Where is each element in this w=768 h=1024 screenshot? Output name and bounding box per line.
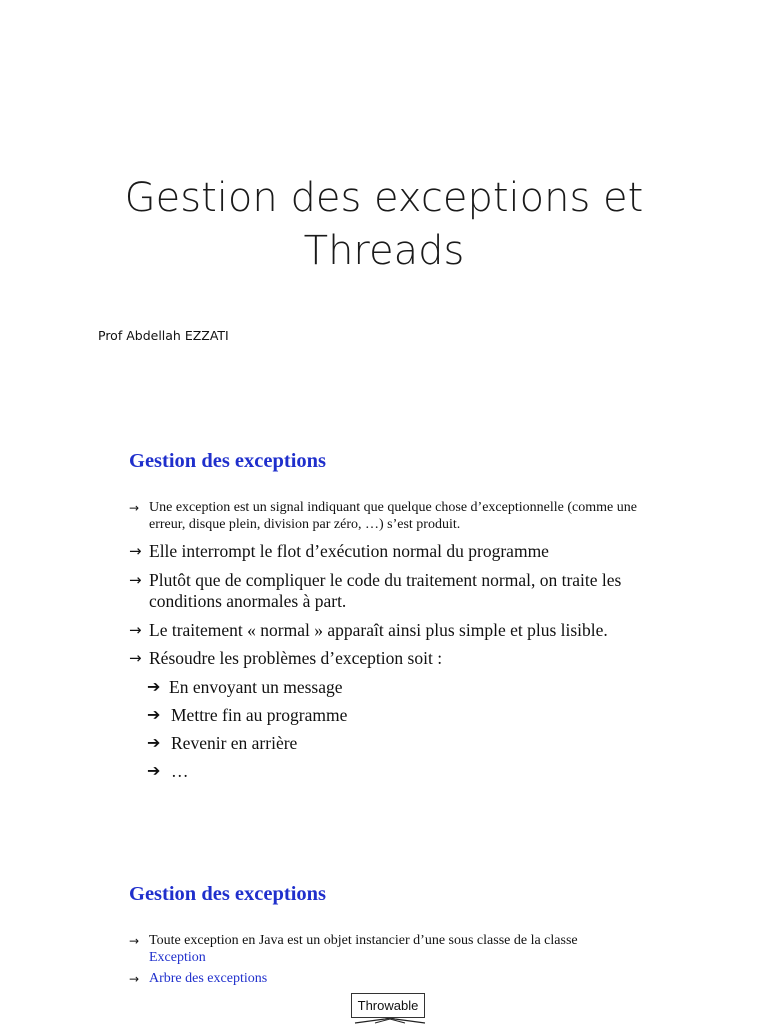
author-name: Prof Abdellah EZZATI	[98, 328, 229, 343]
right-arrow-icon: →	[129, 571, 142, 589]
bullet-text: Plutôt que de compliquer le code du traitement normal, on traite les conditions anormales à part.	[149, 570, 622, 611]
bullet-text: Résoudre les problèmes d’exception soit :	[149, 648, 443, 668]
bullet-text	[149, 932, 669, 966]
bullet-text: Elle interrompt le flot d’exécution normal du programme	[149, 541, 549, 561]
right-arrow-icon: →	[129, 501, 140, 515]
slide2-bullet-2	[129, 970, 669, 988]
right-arrow-icon: →	[129, 934, 140, 948]
subbullet-text: Revenir en arrière	[171, 733, 298, 753]
right-arrow-icon: ➔	[147, 733, 161, 752]
exception-link[interactable]: Exception	[149, 950, 206, 965]
throwable-node: Throwable	[351, 993, 425, 1018]
bullet-text: Une exception est un signal indiquant que quelque chose d’exceptionnelle (comme une erreur, disque plein, division par zéro, …) s’est produit.	[149, 500, 637, 532]
slide1-subbullet-2	[147, 705, 547, 726]
slide1-heading: Gestion des exceptions	[129, 450, 327, 472]
slide2-heading: Gestion des exceptions	[129, 883, 327, 905]
slide1-bullet-1	[129, 499, 669, 533]
right-arrow-icon: →	[129, 542, 142, 560]
right-arrow-icon: ➔	[147, 677, 161, 696]
presentation-title	[0, 172, 768, 278]
exception-tree-link[interactable]: Arbre des exceptions	[149, 971, 268, 986]
slide1-bullet-5	[129, 648, 669, 669]
slide1-bullet-3	[129, 570, 669, 612]
slide2-bullet-1	[129, 932, 669, 966]
subbullet-text: …	[171, 761, 189, 781]
right-arrow-icon: ➔	[147, 761, 161, 780]
title-line-1: Gestion des exceptions et	[124, 175, 644, 221]
right-arrow-icon: →	[129, 972, 140, 986]
slide1-subbullet-1	[147, 677, 547, 698]
slide1-bullet-4	[129, 620, 669, 641]
slide1-subbullet-3	[147, 733, 547, 754]
tree-connector	[345, 1018, 435, 1024]
right-arrow-icon: →	[129, 649, 142, 667]
bullet-text-main: Toute exception en Java est un objet instancier d’une sous classe de la classe	[149, 933, 578, 948]
bullet-text: Le traitement « normal » apparaît ainsi plus simple et plus lisible.	[149, 620, 608, 640]
title-line-2: Threads	[303, 228, 465, 274]
slide1-subbullet-4	[147, 761, 547, 782]
right-arrow-icon: →	[129, 621, 142, 639]
right-arrow-icon: ➔	[147, 705, 161, 724]
subbullet-text: En envoyant un message	[169, 677, 343, 697]
subbullet-text: Mettre fin au programme	[171, 705, 348, 725]
slide1-bullet-2	[129, 541, 669, 562]
